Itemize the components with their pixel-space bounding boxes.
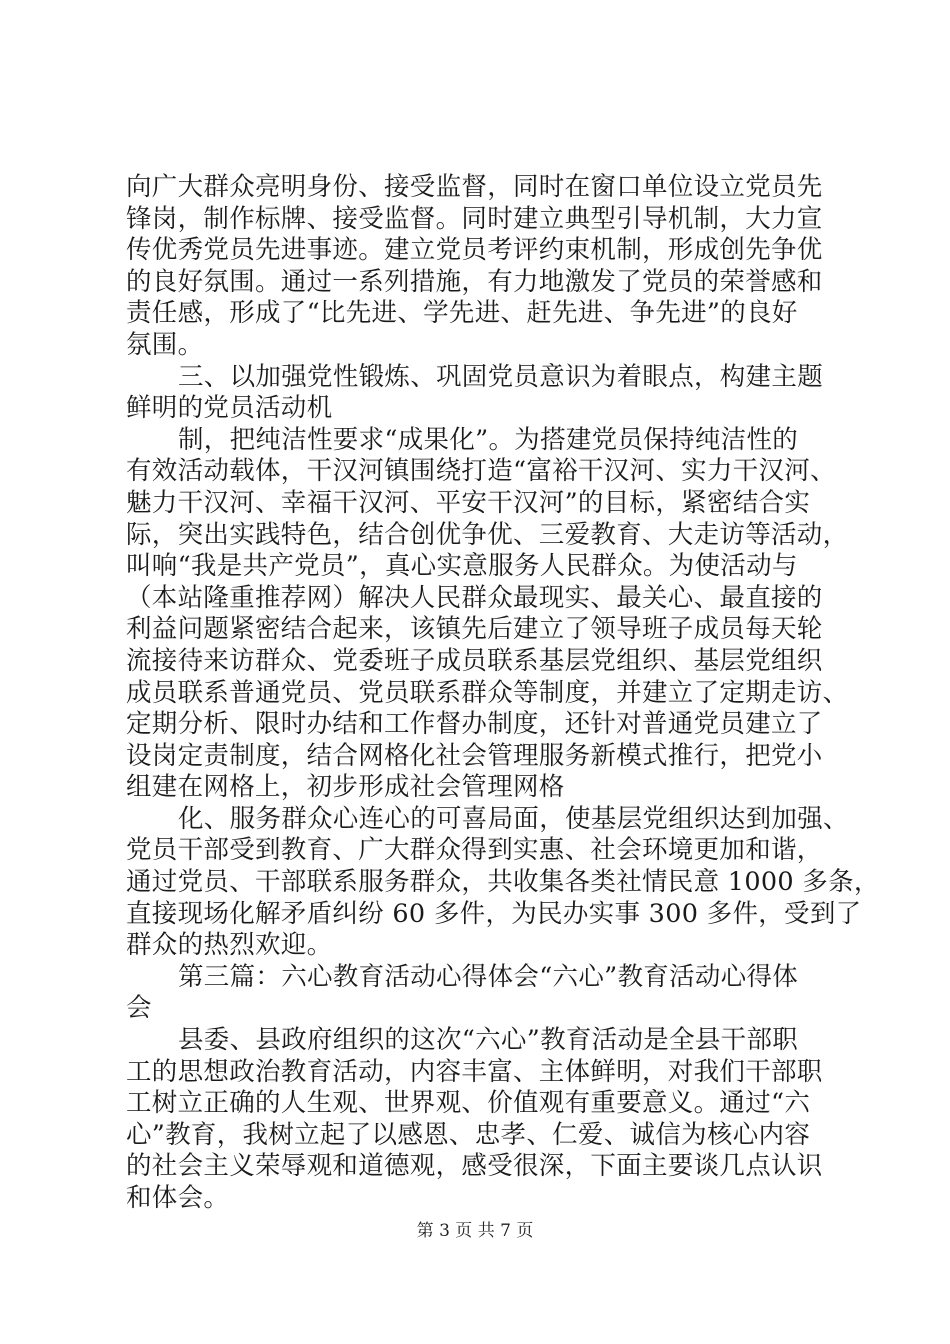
text-line: 利益问题紧密结合起来，该镇先后建立了领导班子成员每天轮	[126, 614, 823, 645]
text-line: 的良好氛围。通过一系列措施，有力地激发了党员的荣誉感和	[126, 266, 823, 297]
text-line: 定期分析、限时办结和工作督办制度，还针对普通党员建立了	[126, 709, 823, 740]
text-line: 锋岗，制作标牌、接受监督。同时建立典型引导机制，大力宣	[126, 203, 823, 234]
text-line: 氛围。	[126, 329, 204, 360]
text-line: 工树立正确的人生观、世界观、价值观有重要意义。通过“六	[126, 1088, 811, 1119]
text-line: 心”教育，我树立起了以感恩、忠孝、仁爱、诚信为核心内容	[126, 1119, 811, 1150]
text-line: 叫响“我是共产党员”，真心实意服务人民群众。为使活动与	[126, 551, 798, 582]
text-line: 有效活动载体，干汉河镇围绕打造“富裕干汉河、实力干汉河、	[126, 456, 836, 487]
text-line: 工的思想政治教育活动，内容丰富、主体鲜明，对我们干部职	[126, 1056, 823, 1087]
document-body	[126, 172, 880, 1215]
text-line: 组建在网格上，初步形成社会管理网格	[126, 772, 565, 803]
text-line: 第三篇：六心教育活动心得体会“六心”教育活动心得体	[178, 961, 799, 992]
text-line: 设岗定责制度，结合网格化社会管理服务新模式推行，把党小	[126, 740, 823, 771]
text-line: 三、以加强党性锻炼、巩固党员意识为着眼点，构建主题	[178, 361, 824, 392]
text-line: 成员联系普通党员、党员联系群众等制度，并建立了定期走访、	[126, 677, 849, 708]
text-line: 和体会。	[126, 1183, 230, 1213]
text-line: 会	[126, 993, 152, 1024]
text-line: 通过党员、干部联系服务群众，共收集各类社情民意 1000 多条，	[126, 867, 880, 898]
text-line: 化、服务群众心连心的可喜局面，使基层党组织达到加强、	[178, 803, 849, 834]
text-line: 鲜明的党员活动机	[126, 393, 333, 424]
text-line: 魅力干汉河、幸福干汉河、平安干汉河”的目标，紧密结合实	[126, 487, 811, 518]
text-line: 制，把纯洁性要求“成果化”。为搭建党员保持纯洁性的	[178, 424, 799, 455]
text-line: 责任感，形成了“比先进、学先进、赶先进、争先进”的良好	[126, 298, 798, 329]
text-line: 流接待来访群众、党委班子成员联系基层党组织、基层党组织	[126, 645, 823, 676]
text-line: 群众的热烈欢迎。	[126, 930, 333, 961]
text-line: 的社会主义荣辱观和道德观，感受很深，下面主要谈几点认识	[126, 1151, 823, 1182]
text-line: 际，突出实践特色，结合创优争优、三爱教育、大走访等活动，	[126, 519, 849, 550]
text-line: （本站隆重推荐网）解决人民群众最现实、最关心、最直接的	[126, 582, 823, 613]
text-line: 传优秀党员先进事迹。建立党员考评约束机制，形成创先争优	[126, 235, 823, 266]
text-line: 县委、县政府组织的这次“六心”教育活动是全县干部职	[178, 1025, 799, 1056]
text-line: 直接现场化解矛盾纠纷 60 多件，为民办实事 300 多件，受到了	[126, 898, 862, 929]
page-number-footer: 第 3 页 共 7 页	[416, 1221, 534, 1241]
text-line: 党员干部受到教育、广大群众得到实惠、社会环境更加和谐，	[126, 835, 823, 866]
text-line: 向广大群众亮明身份、接受监督，同时在窗口单位设立党员先	[126, 172, 823, 202]
